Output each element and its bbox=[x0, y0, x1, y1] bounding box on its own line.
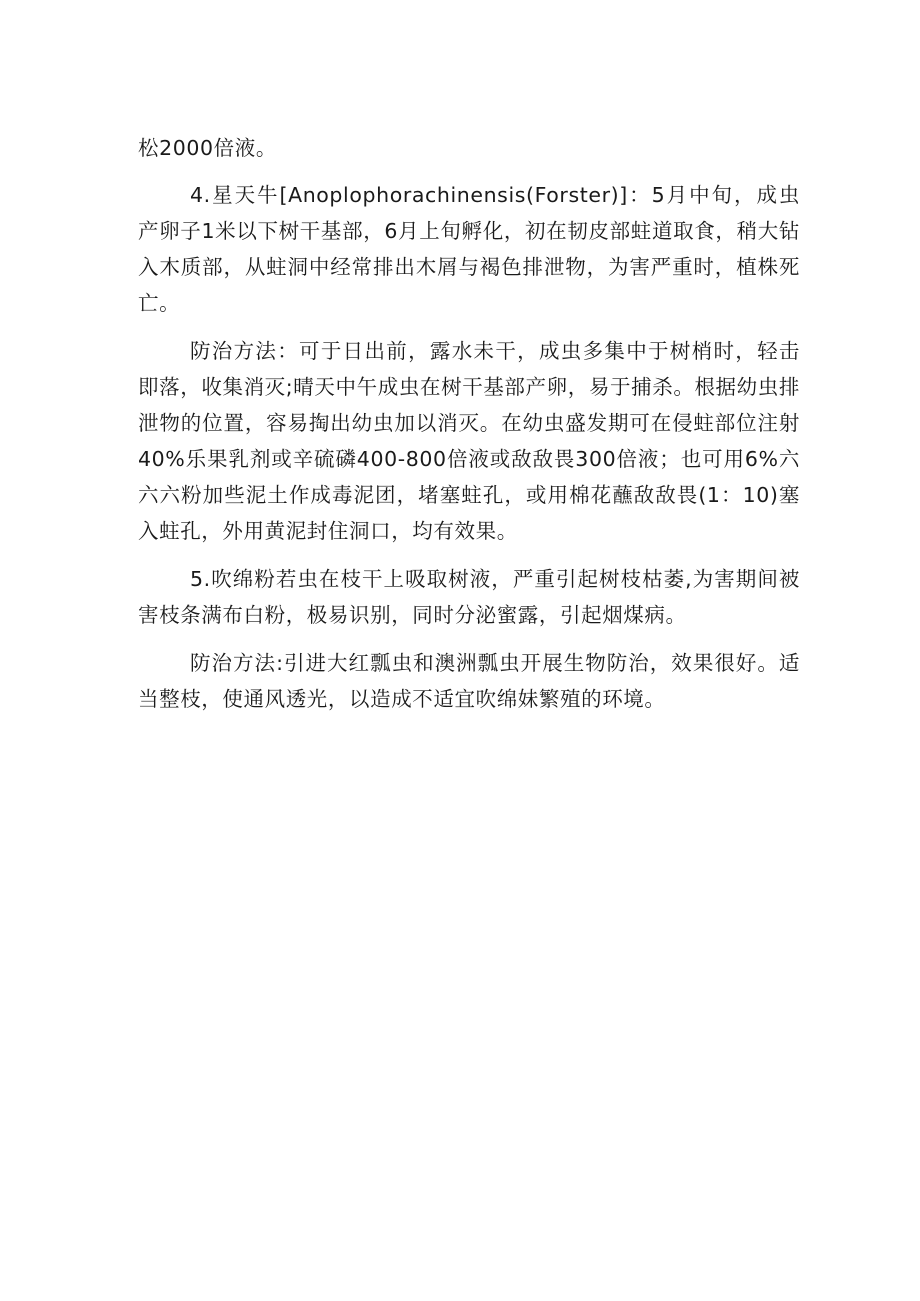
paragraph-item-4-star-longhorn-beetle: 4.星天牛[Anoplophorachinensis(Forster)]：5月中旬，成虫产卵子1米以下树干基部，6月上旬孵化，初在韧皮部蛀道取食，稍大钻入木质部，从蛀洞中经常排出木屑与褐色排泄物，为害严重时，植株死亡。 bbox=[138, 183, 800, 315]
paragraph-item-5-cottony-scale: 5.吹绵粉若虫在枝干上吸取树液，严重引起树枝枯萎,为害期间被害枝条满布白粉，极易识别，同时分泌蜜露，引起烟煤病。 bbox=[138, 567, 800, 627]
paragraph-continuation: 松2000倍液。 bbox=[138, 136, 277, 160]
document-body bbox=[138, 130, 800, 729]
paragraph-control-method-1: 防治方法：可于日出前，露水未干，成虫多集中于树梢时，轻击即落，收集消灭;晴天中午成虫在树干基部产卵，易于捕杀。根据幼虫排泄物的位置，容易掏出幼虫加以消灭。在幼虫盛发期可在侵蛀部位注射40%乐果乳剂或辛硫磷400-800倍液或敌敌畏300倍液；也可用6%六六六粉加些泥土作成毒泥团，堵塞蛀孔，或用棉花蘸敌敌畏(1：10)塞入蛀孔，外用黄泥封住洞口，均有效果。 bbox=[138, 339, 800, 543]
paragraph-control-method-2: 防治方法:引进大红瓢虫和澳洲瓢虫开展生物防治，效果很好。适当整枝，使通风透光，以造成不适宜吹绵妹繁殖的环境。 bbox=[138, 651, 800, 711]
